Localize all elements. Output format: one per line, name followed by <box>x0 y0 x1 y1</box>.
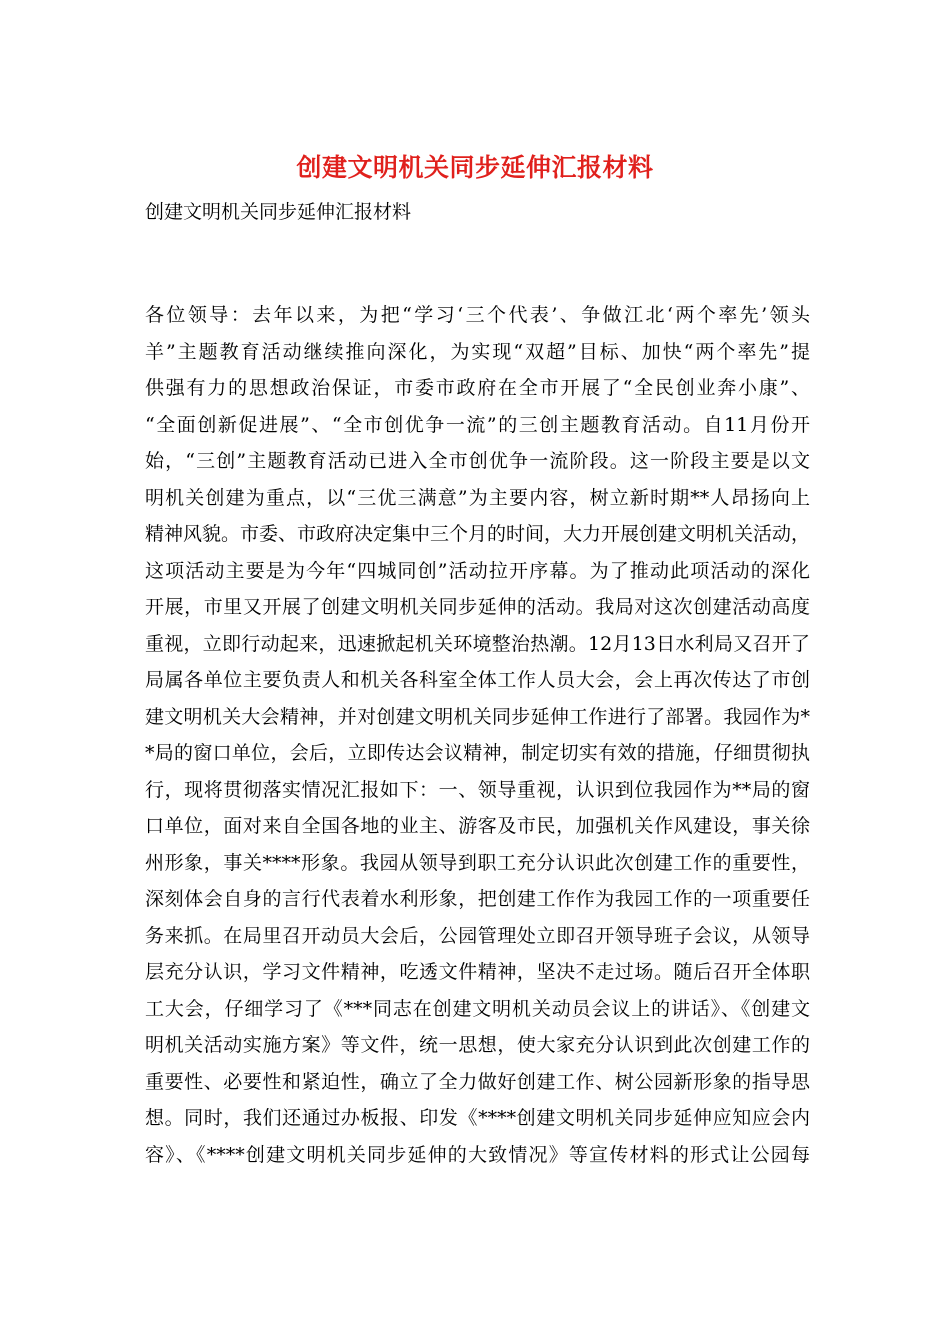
body-line: “全面创新促进展”、“全市创优争一流”的三创主题教育活动。自11月份开 <box>145 413 810 436</box>
body-line: 始，“三创”主题教育活动已进入全市创优争一流阶段。这一阶段主要是以文 <box>145 450 810 472</box>
body-line: 容》、《****创建文明机关同步延伸的大致情况》等宣传材料的形式让公园每 <box>145 1143 810 1166</box>
body-line: 供强有力的思想政治保证，市委市政府在全市开展了“全民创业奔小康”、 <box>145 377 810 399</box>
body-line: 重要性、必要性和紧迫性，确立了全力做好创建工作、树公园新形象的指导思 <box>145 1070 810 1093</box>
body-line: 深刻体会自身的言行代表着水利形象，把创建工作作为我园工作的一项重要任 <box>145 888 810 910</box>
body-line: 重视，立即行动起来，迅速掀起机关环境整治热潮。12月13日水利局又召开了 <box>145 632 810 655</box>
body-line: 这项活动主要是为今年“四城同创”活动拉开序幕。为了推动此项活动的深化 <box>145 559 810 582</box>
body-line: 各位领导：去年以来，为把“学习‘三个代表’、争做江北‘两个率先’领头 <box>145 304 810 326</box>
body-line: 明机关活动实施方案》等文件，统一思想，使大家充分认识到此次创建工作的 <box>145 1034 810 1056</box>
body-line: 想。同时，我们还通过办板报、印发《****创建文明机关同步延伸应知应会内 <box>145 1107 810 1129</box>
body-line: 局属各单位主要负责人和机关各科室全体工作人员大会，会上再次传达了市创 <box>145 669 810 691</box>
body-line: 工大会，仔细学习了《***同志在创建文明机关动员会议上的讲话》、《创建文 <box>145 997 810 1020</box>
document-title: 创建文明机关同步延伸汇报材料 <box>296 153 654 182</box>
body-line: 州形象，事关****形象。我园从领导到职工充分认识此次创建工作的重要性， <box>145 851 810 874</box>
body-line: 务来抓。在局里召开动员大会后，公园管理处立即召开领导班子会议，从领导 <box>145 924 810 947</box>
body-line: 精神风貌。市委、市政府决定集中三个月的时间，大力开展创建文明机关活动， <box>145 523 810 545</box>
body-line: *局的窗口单位，会后，立即传达会议精神，制定切实有效的措施，仔细贯彻执 <box>145 742 810 764</box>
body-line: 建文明机关大会精神，并对创建文明机关同步延伸工作进行了部署。我园作为* <box>145 705 810 728</box>
body-line: 行，现将贯彻落实情况汇报如下：一、领导重视，认识到位我园作为**局的窗 <box>145 778 810 801</box>
body-line: 明机关创建为重点，以“三优三满意”为主要内容，树立新时期**人昂扬向上 <box>145 486 810 509</box>
body-line: 层充分认识，学习文件精神，吃透文件精神，坚决不走过场。随后召开全体职 <box>145 961 810 983</box>
body-line: 羊”主题教育活动继续推向深化，为实现“双超”目标、加快“两个率先”提 <box>145 340 810 363</box>
body-line: 开展，市里又开展了创建文明机关同步延伸的活动。我局对这次创建活动高度 <box>145 596 810 618</box>
document-body <box>145 297 810 1173</box>
body-line: 口单位，面对来自全国各地的业主、游客及市民，加强机关作风建设，事关徐 <box>145 815 810 837</box>
document-subtitle: 创建文明机关同步延伸汇报材料 <box>145 201 412 223</box>
